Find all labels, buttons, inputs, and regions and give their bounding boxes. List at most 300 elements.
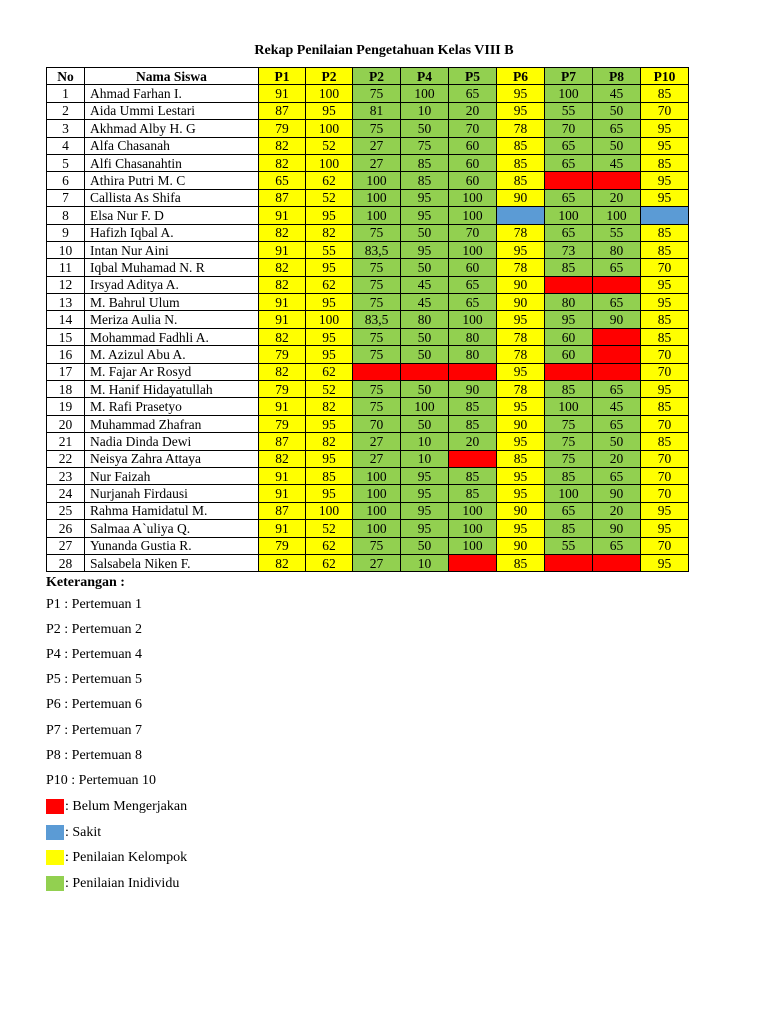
score-cell: 78 bbox=[497, 328, 545, 345]
score-cell: 100 bbox=[353, 485, 401, 502]
score-cell: 55 bbox=[306, 241, 353, 258]
row-number: 11 bbox=[47, 259, 85, 276]
row-number: 22 bbox=[47, 450, 85, 467]
score-cell: 70 bbox=[641, 537, 689, 554]
score-cell: 75 bbox=[353, 294, 401, 311]
score-cell: 95 bbox=[641, 294, 689, 311]
row-number: 4 bbox=[47, 137, 85, 154]
score-cell: 82 bbox=[259, 137, 306, 154]
score-cell: 90 bbox=[497, 415, 545, 432]
score-cell: 62 bbox=[306, 276, 353, 293]
score-cell: 95 bbox=[401, 467, 449, 484]
score-cell: 85 bbox=[545, 381, 593, 398]
table-row bbox=[47, 276, 689, 293]
score-cell: 50 bbox=[401, 537, 449, 554]
score-cell: 100 bbox=[353, 520, 401, 537]
score-cell: 95 bbox=[401, 520, 449, 537]
score-cell: 100 bbox=[545, 485, 593, 502]
student-name: Ahmad Farhan I. bbox=[85, 85, 259, 102]
score-cell: 100 bbox=[306, 154, 353, 171]
student-name: Yunanda Gustia R. bbox=[85, 537, 259, 554]
score-cell bbox=[401, 363, 449, 380]
score-cell: 45 bbox=[593, 398, 641, 415]
score-cell: 70 bbox=[641, 450, 689, 467]
table-body bbox=[47, 85, 689, 572]
score-cell: 85 bbox=[497, 154, 545, 171]
score-cell: 78 bbox=[497, 259, 545, 276]
score-cell: 85 bbox=[449, 467, 497, 484]
score-cell: 100 bbox=[545, 207, 593, 224]
score-cell: 91 bbox=[259, 207, 306, 224]
row-number: 25 bbox=[47, 502, 85, 519]
score-cell: 65 bbox=[259, 172, 306, 189]
score-cell: 100 bbox=[545, 398, 593, 415]
score-cell: 95 bbox=[641, 520, 689, 537]
col-header-meeting: P2 bbox=[306, 68, 353, 85]
row-number: 26 bbox=[47, 520, 85, 537]
score-cell: 95 bbox=[401, 207, 449, 224]
score-cell: 45 bbox=[593, 85, 641, 102]
legend-label: : Penilaian Kelompok bbox=[65, 850, 188, 865]
score-cell: 95 bbox=[545, 311, 593, 328]
score-cell: 65 bbox=[593, 120, 641, 137]
table-row bbox=[47, 520, 689, 537]
score-cell: 85 bbox=[641, 224, 689, 241]
score-cell: 91 bbox=[259, 467, 306, 484]
score-cell: 91 bbox=[259, 241, 306, 258]
note-item: P6 : Pertemuan 6 bbox=[46, 697, 143, 713]
score-cell: 100 bbox=[449, 537, 497, 554]
table-row bbox=[47, 346, 689, 363]
score-cell: 62 bbox=[306, 554, 353, 571]
score-cell: 91 bbox=[259, 485, 306, 502]
score-cell bbox=[449, 450, 497, 467]
score-cell: 82 bbox=[259, 154, 306, 171]
student-name: Hafizh Iqbal A. bbox=[85, 224, 259, 241]
score-cell: 62 bbox=[306, 172, 353, 189]
student-name: Alfa Chasanah bbox=[85, 137, 259, 154]
student-name: M. Bahrul Ulum bbox=[85, 294, 259, 311]
score-cell: 70 bbox=[641, 259, 689, 276]
table-row bbox=[47, 398, 689, 415]
score-cell: 90 bbox=[449, 381, 497, 398]
score-cell: 70 bbox=[545, 120, 593, 137]
score-cell: 45 bbox=[401, 276, 449, 293]
score-cell: 80 bbox=[401, 311, 449, 328]
score-cell: 75 bbox=[545, 415, 593, 432]
score-cell: 70 bbox=[641, 467, 689, 484]
score-cell: 82 bbox=[306, 398, 353, 415]
score-cell: 85 bbox=[306, 467, 353, 484]
score-cell: 65 bbox=[593, 381, 641, 398]
note-item: P7 : Pertemuan 7 bbox=[46, 722, 143, 738]
score-cell: 75 bbox=[353, 85, 401, 102]
score-cell: 79 bbox=[259, 415, 306, 432]
table-row bbox=[47, 102, 689, 119]
student-name: M. Azizul Abu A. bbox=[85, 346, 259, 363]
row-number: 2 bbox=[47, 102, 85, 119]
score-cell: 75 bbox=[353, 120, 401, 137]
score-cell: 87 bbox=[259, 102, 306, 119]
score-cell: 45 bbox=[401, 294, 449, 311]
score-cell: 95 bbox=[306, 485, 353, 502]
score-cell: 65 bbox=[545, 137, 593, 154]
page-title: Rekap Penilaian Pengetahuan Kelas VIII B bbox=[254, 43, 514, 58]
row-number: 17 bbox=[47, 363, 85, 380]
score-cell: 65 bbox=[545, 189, 593, 206]
score-cell: 95 bbox=[641, 276, 689, 293]
score-cell: 70 bbox=[353, 415, 401, 432]
score-cell: 85 bbox=[497, 172, 545, 189]
table-row bbox=[47, 137, 689, 154]
note-item: P5 : Pertemuan 5 bbox=[46, 672, 143, 688]
student-name: Muhammad Zhafran bbox=[85, 415, 259, 432]
score-cell: 90 bbox=[593, 520, 641, 537]
score-cell: 62 bbox=[306, 363, 353, 380]
score-cell: 85 bbox=[449, 415, 497, 432]
score-cell: 45 bbox=[593, 154, 641, 171]
score-cell: 82 bbox=[259, 554, 306, 571]
score-cell: 55 bbox=[545, 537, 593, 554]
score-cell: 73 bbox=[545, 241, 593, 258]
score-cell: 60 bbox=[545, 346, 593, 363]
score-cell bbox=[593, 172, 641, 189]
row-number: 5 bbox=[47, 154, 85, 171]
score-cell: 82 bbox=[259, 259, 306, 276]
student-name: Meriza Aulia N. bbox=[85, 311, 259, 328]
score-cell bbox=[545, 554, 593, 571]
row-number: 21 bbox=[47, 433, 85, 450]
score-cell: 27 bbox=[353, 554, 401, 571]
score-cell: 100 bbox=[353, 502, 401, 519]
score-cell: 95 bbox=[401, 502, 449, 519]
table-row bbox=[47, 207, 689, 224]
score-cell: 75 bbox=[353, 259, 401, 276]
score-cell: 75 bbox=[353, 381, 401, 398]
score-cell: 90 bbox=[497, 294, 545, 311]
score-cell: 60 bbox=[449, 154, 497, 171]
score-cell: 60 bbox=[449, 137, 497, 154]
score-cell: 85 bbox=[449, 485, 497, 502]
legend-swatch bbox=[46, 876, 64, 891]
score-cell bbox=[545, 363, 593, 380]
score-cell: 80 bbox=[545, 294, 593, 311]
score-cell: 79 bbox=[259, 346, 306, 363]
score-cell: 100 bbox=[353, 467, 401, 484]
score-cell: 20 bbox=[449, 433, 497, 450]
score-cell: 95 bbox=[306, 102, 353, 119]
score-cell: 75 bbox=[353, 537, 401, 554]
legend-item bbox=[46, 850, 187, 866]
score-cell: 50 bbox=[401, 381, 449, 398]
table-row bbox=[47, 485, 689, 502]
score-cell: 65 bbox=[449, 85, 497, 102]
score-cell: 95 bbox=[306, 346, 353, 363]
note-item: P4 : Pertemuan 4 bbox=[46, 647, 143, 663]
score-cell: 82 bbox=[259, 276, 306, 293]
score-cell: 87 bbox=[259, 433, 306, 450]
row-number: 9 bbox=[47, 224, 85, 241]
score-cell: 75 bbox=[545, 450, 593, 467]
table-row bbox=[47, 241, 689, 258]
score-cell: 82 bbox=[259, 328, 306, 345]
score-cell: 10 bbox=[401, 554, 449, 571]
score-cell: 91 bbox=[259, 520, 306, 537]
score-cell: 85 bbox=[641, 154, 689, 171]
table-row bbox=[47, 85, 689, 102]
score-cell: 20 bbox=[593, 189, 641, 206]
score-cell: 85 bbox=[545, 259, 593, 276]
score-cell: 50 bbox=[593, 137, 641, 154]
score-cell: 90 bbox=[497, 502, 545, 519]
score-cell: 85 bbox=[545, 467, 593, 484]
score-cell: 85 bbox=[545, 520, 593, 537]
score-cell bbox=[593, 363, 641, 380]
score-cell: 60 bbox=[449, 259, 497, 276]
table-row bbox=[47, 450, 689, 467]
score-cell: 75 bbox=[353, 276, 401, 293]
legend-item bbox=[46, 876, 179, 892]
score-cell: 50 bbox=[401, 120, 449, 137]
score-cell: 27 bbox=[353, 137, 401, 154]
score-cell: 50 bbox=[401, 328, 449, 345]
score-cell: 95 bbox=[306, 294, 353, 311]
score-cell: 50 bbox=[401, 259, 449, 276]
score-cell: 85 bbox=[641, 241, 689, 258]
row-number: 23 bbox=[47, 467, 85, 484]
table-row bbox=[47, 415, 689, 432]
row-number: 6 bbox=[47, 172, 85, 189]
table-header-row bbox=[47, 68, 689, 85]
col-header-meeting: P8 bbox=[593, 68, 641, 85]
table-row bbox=[47, 328, 689, 345]
score-cell: 10 bbox=[401, 102, 449, 119]
score-cell: 95 bbox=[497, 433, 545, 450]
student-name: Iqbal Muhamad N. R bbox=[85, 259, 259, 276]
score-cell: 85 bbox=[497, 137, 545, 154]
score-cell: 85 bbox=[641, 311, 689, 328]
score-cell: 55 bbox=[593, 224, 641, 241]
score-cell: 95 bbox=[641, 381, 689, 398]
table-row bbox=[47, 433, 689, 450]
score-cell: 79 bbox=[259, 120, 306, 137]
table-row bbox=[47, 537, 689, 554]
score-cell: 75 bbox=[353, 398, 401, 415]
score-cell: 20 bbox=[449, 102, 497, 119]
score-cell: 80 bbox=[449, 328, 497, 345]
score-cell: 100 bbox=[593, 207, 641, 224]
score-cell: 95 bbox=[401, 241, 449, 258]
score-cell: 65 bbox=[449, 294, 497, 311]
score-cell: 85 bbox=[641, 328, 689, 345]
col-header-meeting: P5 bbox=[449, 68, 497, 85]
score-cell: 100 bbox=[449, 207, 497, 224]
score-cell: 65 bbox=[545, 154, 593, 171]
student-name: Neisya Zahra Attaya bbox=[85, 450, 259, 467]
score-cell: 52 bbox=[306, 381, 353, 398]
score-cell: 82 bbox=[259, 450, 306, 467]
row-number: 16 bbox=[47, 346, 85, 363]
row-number: 28 bbox=[47, 554, 85, 571]
score-cell: 50 bbox=[593, 433, 641, 450]
score-cell: 82 bbox=[259, 363, 306, 380]
student-name: Callista As Shifa bbox=[85, 189, 259, 206]
student-name: Akhmad Alby H. G bbox=[85, 120, 259, 137]
score-cell: 70 bbox=[641, 415, 689, 432]
col-header-meeting: P6 bbox=[497, 68, 545, 85]
score-cell: 100 bbox=[449, 502, 497, 519]
legend-label: : Belum Mengerjakan bbox=[65, 799, 188, 814]
row-number: 8 bbox=[47, 207, 85, 224]
row-number: 13 bbox=[47, 294, 85, 311]
score-cell: 65 bbox=[545, 224, 593, 241]
score-cell: 95 bbox=[401, 189, 449, 206]
score-cell: 95 bbox=[306, 415, 353, 432]
score-cell: 95 bbox=[306, 207, 353, 224]
student-name: Nur Faizah bbox=[85, 467, 259, 484]
score-cell: 100 bbox=[449, 189, 497, 206]
note-item: P8 : Pertemuan 8 bbox=[46, 747, 143, 763]
score-cell: 80 bbox=[449, 346, 497, 363]
table-row bbox=[47, 172, 689, 189]
score-cell: 85 bbox=[641, 398, 689, 415]
score-cell: 90 bbox=[593, 485, 641, 502]
score-cell: 100 bbox=[353, 172, 401, 189]
student-name: Alfi Chasanahtin bbox=[85, 154, 259, 171]
score-cell: 100 bbox=[449, 311, 497, 328]
score-cell: 95 bbox=[641, 172, 689, 189]
score-cell: 95 bbox=[497, 485, 545, 502]
score-cell bbox=[353, 363, 401, 380]
score-cell: 85 bbox=[497, 450, 545, 467]
score-cell bbox=[593, 276, 641, 293]
score-cell: 27 bbox=[353, 154, 401, 171]
score-cell: 50 bbox=[401, 346, 449, 363]
score-cell: 95 bbox=[641, 554, 689, 571]
score-cell: 90 bbox=[497, 189, 545, 206]
col-header-name: Nama Siswa bbox=[85, 68, 259, 85]
notes-title: Keterangan : bbox=[46, 575, 125, 590]
score-cell: 95 bbox=[641, 502, 689, 519]
score-cell bbox=[641, 207, 689, 224]
score-cell: 95 bbox=[641, 120, 689, 137]
table-row bbox=[47, 502, 689, 519]
score-cell: 100 bbox=[401, 85, 449, 102]
score-cell: 75 bbox=[353, 224, 401, 241]
note-item: P2 : Pertemuan 2 bbox=[46, 622, 143, 638]
score-cell: 10 bbox=[401, 450, 449, 467]
score-cell: 70 bbox=[641, 363, 689, 380]
score-cell: 100 bbox=[545, 85, 593, 102]
table-row bbox=[47, 381, 689, 398]
score-cell: 95 bbox=[641, 189, 689, 206]
score-cell: 65 bbox=[593, 467, 641, 484]
score-cell: 85 bbox=[641, 433, 689, 450]
table-row bbox=[47, 467, 689, 484]
score-cell: 100 bbox=[353, 189, 401, 206]
student-name: Rahma Hamidatul M. bbox=[85, 502, 259, 519]
row-number: 3 bbox=[47, 120, 85, 137]
note-item: P10 : Pertemuan 10 bbox=[46, 772, 157, 788]
score-cell: 91 bbox=[259, 85, 306, 102]
score-cell: 70 bbox=[641, 102, 689, 119]
score-cell: 100 bbox=[306, 311, 353, 328]
row-number: 20 bbox=[47, 415, 85, 432]
score-cell: 78 bbox=[497, 346, 545, 363]
score-cell bbox=[545, 276, 593, 293]
row-number: 27 bbox=[47, 537, 85, 554]
legend-label: : Penilaian Inidividu bbox=[65, 875, 180, 891]
row-number: 1 bbox=[47, 85, 85, 102]
score-cell: 52 bbox=[306, 137, 353, 154]
score-cell: 75 bbox=[353, 346, 401, 363]
score-cell: 70 bbox=[641, 485, 689, 502]
score-cell: 82 bbox=[306, 224, 353, 241]
score-cell: 50 bbox=[593, 102, 641, 119]
score-cell: 50 bbox=[401, 224, 449, 241]
grades-table bbox=[46, 67, 689, 572]
score-cell: 65 bbox=[593, 259, 641, 276]
score-cell: 52 bbox=[306, 189, 353, 206]
score-cell: 100 bbox=[449, 241, 497, 258]
score-cell: 82 bbox=[306, 433, 353, 450]
legend-item bbox=[46, 825, 101, 841]
score-cell: 75 bbox=[353, 328, 401, 345]
score-cell: 65 bbox=[593, 294, 641, 311]
legend-item bbox=[46, 799, 187, 815]
score-cell bbox=[593, 554, 641, 571]
score-cell: 60 bbox=[449, 172, 497, 189]
score-cell: 78 bbox=[497, 381, 545, 398]
score-cell: 65 bbox=[593, 537, 641, 554]
student-name: Salsabela Niken F. bbox=[85, 554, 259, 571]
score-cell: 85 bbox=[401, 172, 449, 189]
col-header-meeting: P10 bbox=[641, 68, 689, 85]
score-cell: 85 bbox=[641, 85, 689, 102]
student-name: Intan Nur Aini bbox=[85, 241, 259, 258]
score-cell: 90 bbox=[497, 537, 545, 554]
student-name: M. Rafi Prasetyo bbox=[85, 398, 259, 415]
score-cell: 83,5 bbox=[353, 311, 401, 328]
row-number: 14 bbox=[47, 311, 85, 328]
col-header-meeting: P7 bbox=[545, 68, 593, 85]
table-row bbox=[47, 311, 689, 328]
score-cell: 75 bbox=[545, 433, 593, 450]
score-cell: 70 bbox=[641, 346, 689, 363]
score-cell: 85 bbox=[449, 398, 497, 415]
score-cell: 95 bbox=[497, 102, 545, 119]
score-cell bbox=[593, 346, 641, 363]
row-number: 19 bbox=[47, 398, 85, 415]
score-cell: 91 bbox=[259, 398, 306, 415]
table-row bbox=[47, 120, 689, 137]
score-cell: 91 bbox=[259, 294, 306, 311]
score-cell: 90 bbox=[497, 276, 545, 293]
score-cell: 95 bbox=[306, 328, 353, 345]
table-row bbox=[47, 224, 689, 241]
score-cell: 81 bbox=[353, 102, 401, 119]
note-item: P1 : Pertemuan 1 bbox=[46, 597, 143, 612]
score-cell: 55 bbox=[545, 102, 593, 119]
legend-label: : Sakit bbox=[65, 824, 102, 840]
score-cell: 79 bbox=[259, 537, 306, 554]
score-cell: 95 bbox=[497, 241, 545, 258]
student-name: Nadia Dinda Dewi bbox=[85, 433, 259, 450]
table-row bbox=[47, 189, 689, 206]
score-cell: 100 bbox=[401, 398, 449, 415]
student-name: Elsa Nur F. D bbox=[85, 207, 259, 224]
score-cell: 95 bbox=[401, 485, 449, 502]
